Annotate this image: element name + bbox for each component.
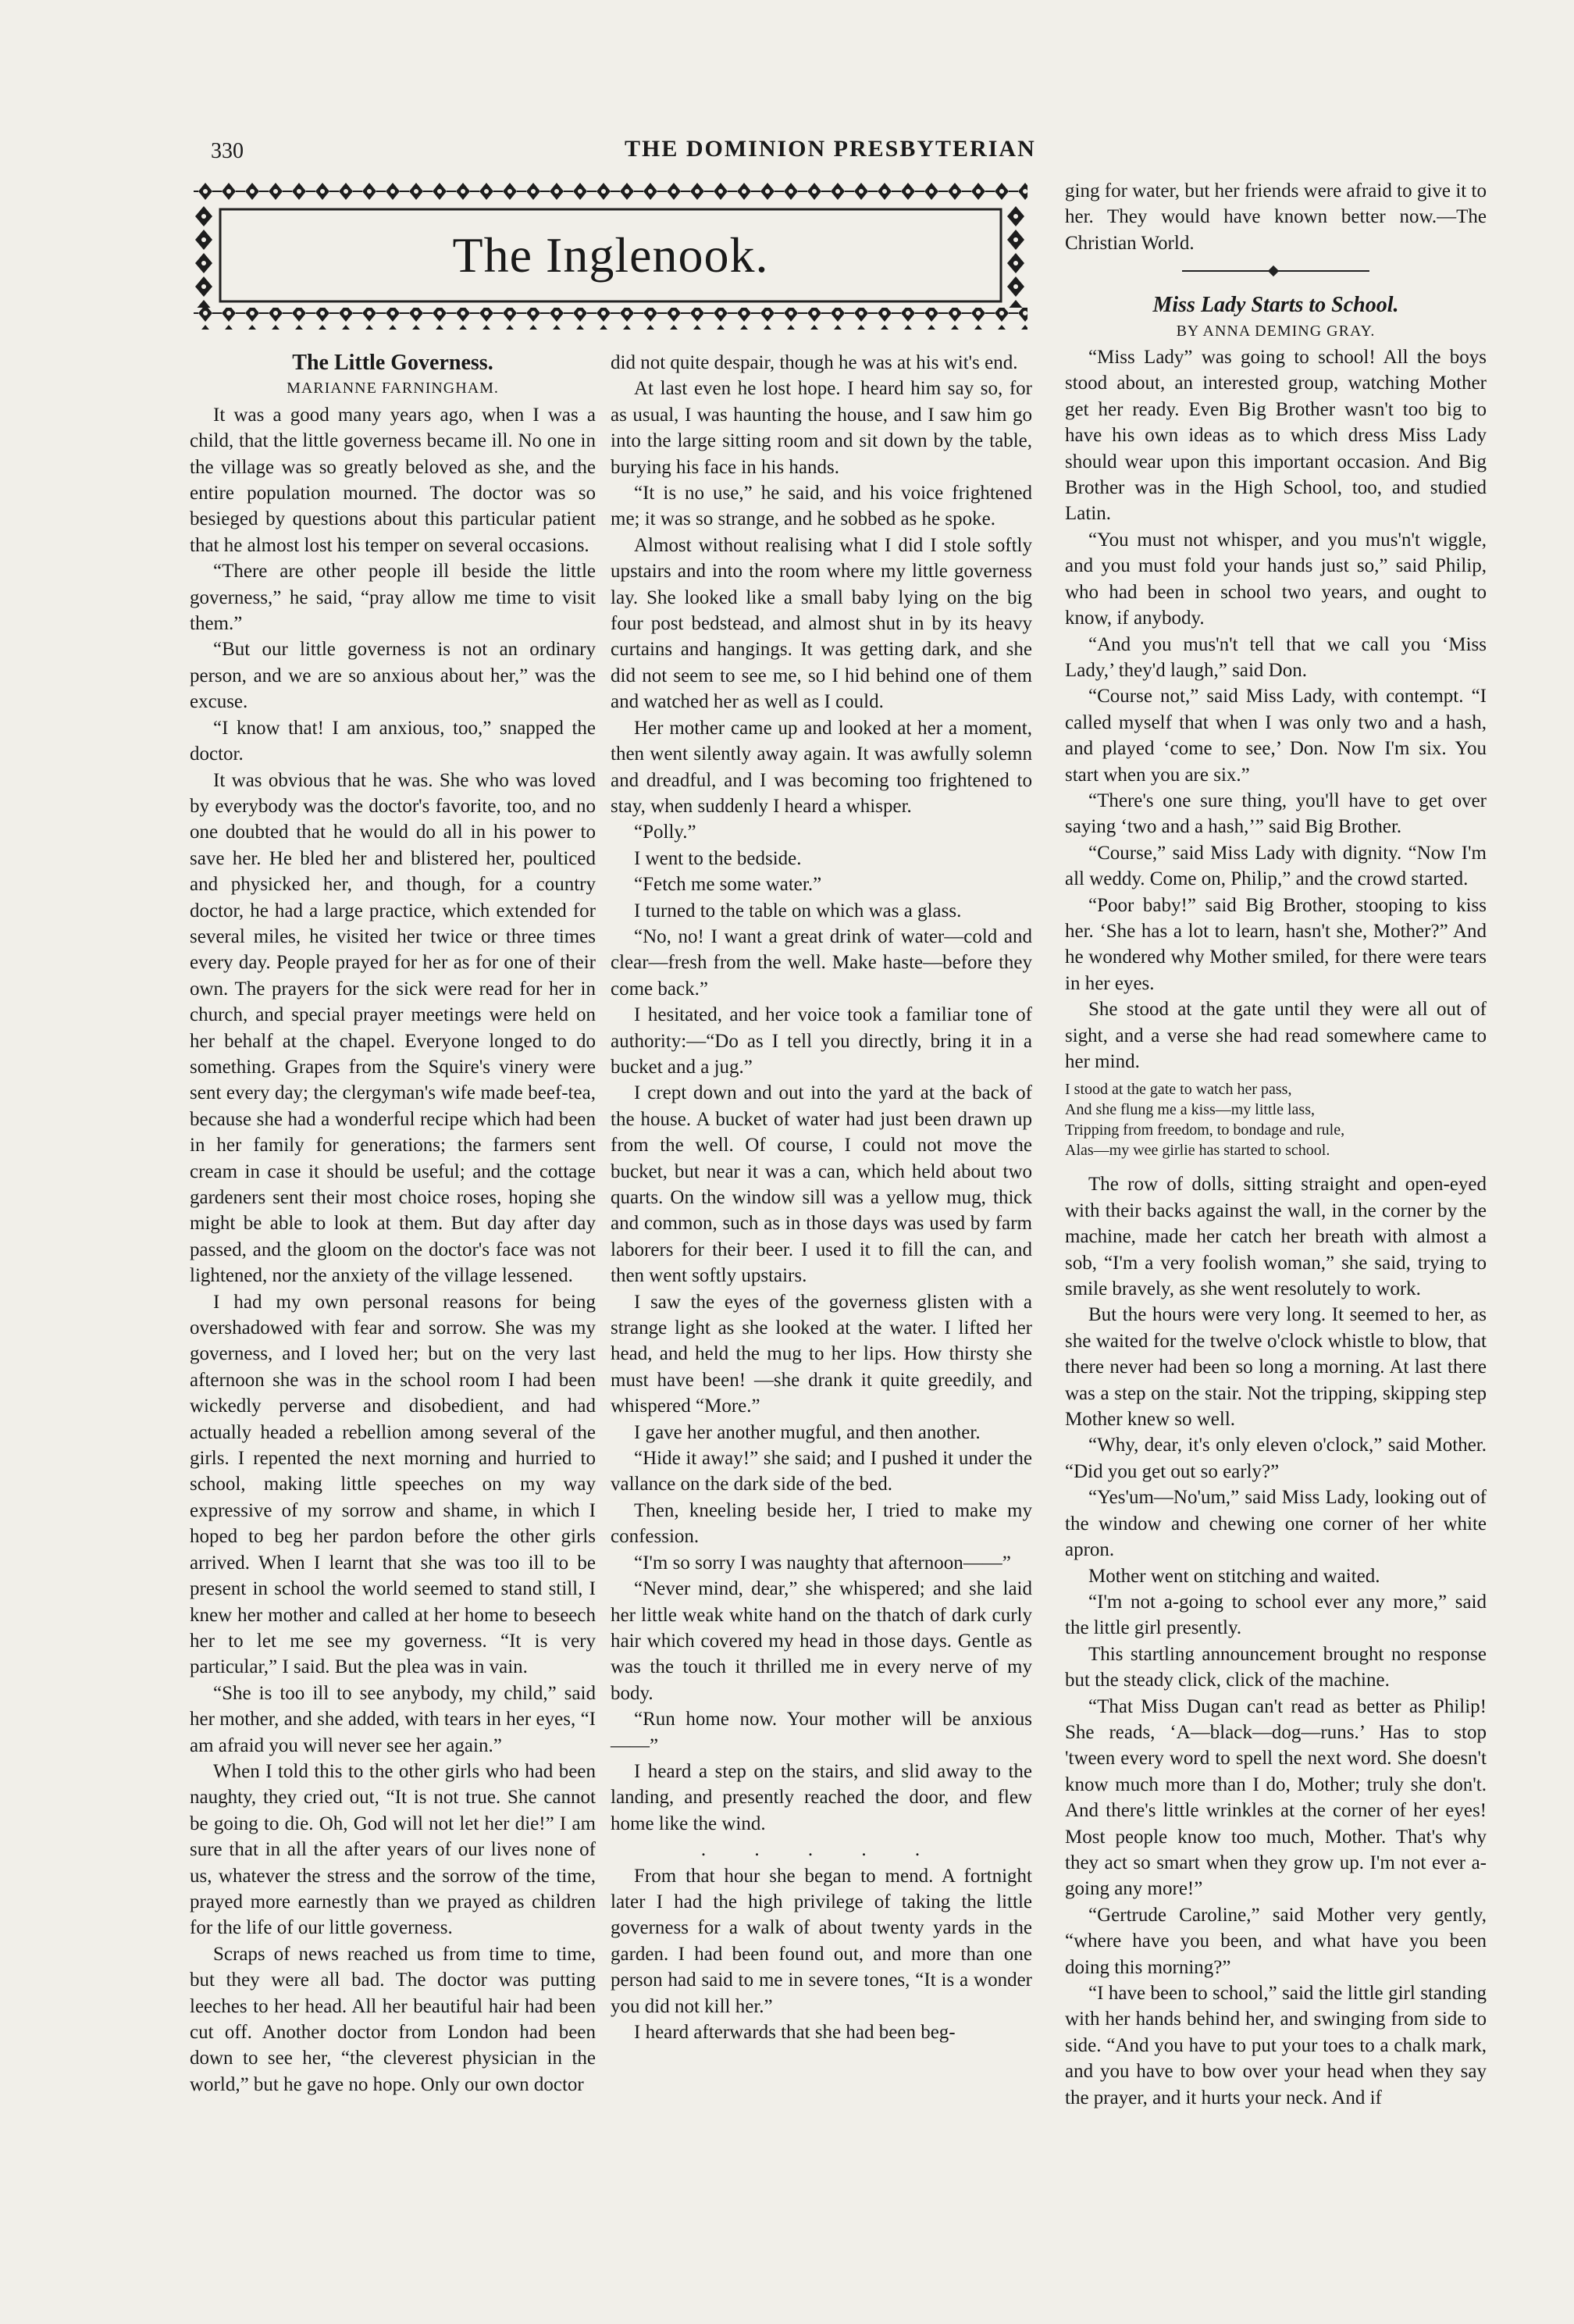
paragraph: I hesitated, and her voice took a familiar tone of authority:—“Do as I tell you directly, bring it in a bucket and a jug.” [611,1004,1032,1078]
paragraph: “I have been to school,” said the little girl standing with her hands behind her, and swinging from side to side. “And you have to put your toes to a chalk mark, and you have to bow over your head when they say the prayer, and it hurts your neck. And if [1065,1983,1487,2108]
verse-line: And she flung me a kiss—my little lass, [1065,1101,1315,1119]
page-number: 330 [211,139,244,163]
paragraph: It was a good many years ago, when I was a child, that the little governess became ill. No one in the village was so greatly beloved as she, and the entire population mourned. The doctor was so besieged by questions about this particular patient that he almost lost his temper on several occasions. [190,404,596,556]
paragraph: ging for water, but her friends were afraid to give it to her. They would have known better now.—The Christian World. [1065,180,1487,254]
paragraph: When I told this to the other girls who had been naughty, they cried out, “It is not true. She cannot be going to die. Oh, God will not let her die!” I am sure that in all the after years of our lives none of us, whatever the stress and the sorrow of the time, prayed more earnestly than we prayed as children for the life of our little governess. [190,1760,596,1939]
paragraph: did not quite despair, though he was at his wit's end. [611,352,1018,373]
paragraph: “Poor baby!” said Big Brother, stooping to kiss her. ‘She has a lot to learn, hasn't she, Mother?” And he wondered why Mother smiled, for there were tears in her eyes. [1065,894,1487,994]
section-break-dots: . . . . . [700,1839,942,1861]
paragraph: “There are other people ill beside the little governess,” he said, “pray allow me time to visit them.” [190,561,596,635]
verse-block [1065,1079,1487,1160]
paragraph: But the hours were very long. It seemed to her, as she waited for the twelve o'clock whistle to blow, that there never had been so long a morning. At last there was a step on the stair. Not the tripping, skipping step Mother knew so well. [1065,1304,1487,1431]
article-title-miss-lady: Miss Lady Starts to School. [1152,293,1399,318]
paragraph: I turned to the table on which was a glass. [634,900,962,921]
byline-gray: BY ANNA DEMING GRAY. [1176,322,1376,340]
paragraph: Then, kneeling beside her, I tried to make my confession. [611,1499,1032,1548]
paragraph: Her mother came up and looked at her a moment, then went silently away again. It was awfully solemn and dreadful, and I was becoming too frightened to stay, when suddenly I heard a whisper. [611,717,1032,817]
paragraph: “Miss Lady” was going to school! All the boys stood about, an interested group, watching Mother get her ready. Even Big Brother wasn't too big to have his own ideas as to which dress Miss Lady should wear upon this important occasion. And Big Brother was in the High School, too, and studied Latin. [1065,347,1487,525]
paragraph: “No, no! I want a great drink of water—cold and clear—fresh from the well. Make haste—before they come back.” [611,925,1032,1000]
paragraph: I heard a step on the stairs, and slid away to the landing, and presently reached the door, and flew home like the wind. [611,1760,1032,1834]
paragraph: “Run home now. Your mother will be anxious——” [611,1709,1032,1756]
paragraph: “It is no use,” he said, and his voice frightened me; it was so strange, and he sobbed as he spoke. [611,483,1032,530]
paragraph: I went to the bedside. [634,847,802,869]
article-separator [1182,270,1369,272]
verse-line: Tripping from freedom, to bondage and rule, [1065,1121,1345,1139]
paragraph: From that hour she began to mend. A fortnight later I had the high privilege of taking the little governess for a walk of about twenty yards in the garden. I had been found out, and more than one person had said to me in severe tones, “It is a wonder you did not kill her.” [611,1865,1032,2017]
paragraph: The row of dolls, sitting straight and open-eyed with their backs against the wall, in the corner by the machine, made her catch her breath with almost a sob, “I'm a very foolish woman,” she said, trying to smile bravely, as she went resolutely to work. [1065,1174,1487,1300]
paragraph: “I know that! I am anxious, too,” snapped the doctor. [190,717,596,765]
paragraph: I saw the eyes of the governess glisten with a strange light as she looked at the water. I lifted her head, and held the mug to her lips. How thirsty she must have been! —she drank it quite greedily, and whispered “More.” [611,1291,1032,1417]
verse-line: Alas—my wee girlie has started to school. [1065,1142,1330,1160]
paragraph: This startling announcement brought no response but the steady click, click of the machine. [1065,1643,1487,1691]
paragraph: “She is too ill to see anybody, my child,” said her mother, and she added, with tears in her eyes, “I am afraid you will never see her again.” [190,1682,596,1756]
paragraph: I heard afterwards that she had been beg- [634,2022,956,2043]
column-2 [611,350,1032,2045]
paragraph: “Why, dear, it's only eleven o'clock,” said Mother. “Did you get out so early?” [1065,1435,1487,1482]
paragraph: Mother went on stitching and waited. [1088,1565,1380,1587]
paragraph: “You must not whisper, and you mus'n't wiggle, and you must fold your hands just so,” said Philip, who had been in school two years, and ought to know, if anybody. [1065,529,1487,629]
paragraph: It was obvious that he was. She who was loved by everybody was the doctor's favorite, too, and no one doubted that he would do all in his power to save her. He bled her and blistered her, poulticed and physicked her, and though, for a country doctor, he had a large practice, which extended for several miles, he visited her twice or three times every day. People prayed for her as for one of their own. The prayers for the sick were read for her in church, and special prayer meetings were held on her behalf at the chapel. Everyone longed to do something. Grapes from the Squire's vinery were sent every day; the clergyman's wife made beef-tea, because she had a wonderful recipe which had been in her family for generations; the farmers sent cream in case it should be useful; and the cottage gardeners sent their most choice roses, hoping she might be able to look at them. But day after day passed, and the gloom on the doctor's face was not lightened, nor the anxiety of the village lessened. [190,769,596,1287]
paragraph: “There's one sure thing, you'll have to get over saying ‘two and a hash,’” said Big Brother. [1065,790,1487,838]
paragraph: “Yes'um—No'um,” said Miss Lady, looking out of the window and chewing one corner of her white apron. [1065,1487,1487,1561]
paragraph: “Course not,” said Miss Lady, with contempt. “I called myself that when I was only two and a hash, and played ‘come to see,’ Don. Now I'm six. You start when you are six.” [1065,686,1487,786]
paragraph: Scraps of news reached us from time to time, but they were all bad. The doctor was putting leeches to her head. All her beautiful hair had been cut off. Another doctor from London had been down to see her, “the cleverest physician in the world,” but he gave no hope. Only our own doctor [190,1943,596,2095]
paragraph: “I'm so sorry I was naughty that afternoon——” [634,1552,1011,1574]
page-header [187,131,1036,170]
paragraph: I gave her another mugful, and then another. [634,1421,981,1443]
paragraph: “Gertrude Caroline,” said Mother very gently, “where have you been, and what have you been doing this morning?” [1065,1904,1487,1978]
section-banner [194,181,1027,330]
paragraph: Almost without realising what I did I stole softly upstairs and into the room where my little governess lay. She looked like a small baby lying on the big four post bedstead, and almost shut in by its heavy curtains and hangings. It was getting dark, and she did not seem to see me, so I hid behind one of them and watched her as well as I could. [611,534,1032,713]
paragraph: She stood at the gate until they were all out of sight, and a verse she had read somewhere came to her mind. [1065,999,1487,1072]
paragraph: “Polly.” [634,822,696,843]
paragraph: At last even he lost hope. I heard him say so, for as usual, I was haunting the house, and I saw him go into the large sitting room and sit down by the table, burying his face in his hands. [611,378,1032,478]
paragraph: “That Miss Dugan can't read as better as Philip! She reads, ‘A—black—dog—runs.’ Has to stop 'tween every word to spell the next word. She doesn't know much more than I do, Mother; truly she don't. And there's little wrinkles at the corner of her eyes! Most people know too much, Mother. That's why they act so smart when they grow up. I'm not ever a-going any more!” [1065,1695,1487,1900]
paragraph: “And you mus'n't tell that we call you ‘Miss Lady,’ they'd laugh,” said Don. [1065,633,1487,681]
paragraph: “I'm not a-going to school ever any more,” said the little girl presently. [1065,1591,1487,1639]
running-title: THE DOMINION PRESBYTERIAN [625,136,1036,162]
byline-farningham: MARIANNE FARNINGHAM. [287,380,499,397]
column-1 [190,350,596,2098]
paragraph: I had my own personal reasons for being overshadowed with fear and sorrow. She was my governess, and I loved her; but on the very last afternoon she was in the school room I had been wickedly perverse and disobedient, and had actually headed a rebellion among several of the girls. I repented the next morning and hurried to school, making little speeches on my way expressive of my sorrow and shame, in which I hoped to beg her pardon before the other girls arrived. When I learnt that she was too ill to be present in school the world seemed to stand still, I knew her mother and called at her home to beseech her to let me see my governess. “It is very particular,” I said. But the plea was in vain. [190,1291,596,1678]
paragraph: “But our little governess is not an ordinary person, and we are so anxious about her,” was the excuse. [190,639,596,713]
verse-line: I stood at the gate to watch her pass, [1065,1081,1292,1099]
column-3 [1065,178,1487,2111]
paragraph: “Never mind, dear,” she whispered; and she laid her little weak white hand on the thatch of dark curly hair which covered my head in those days. Gentle as was the touch it thrilled me in every nerve of my body. [611,1578,1032,1704]
paragraph: I crept down and out into the yard at the back of the house. A bucket of water had just been drawn up from the well. Of course, I could not move the bucket, but near it was a can, which held about two quarts. On the window sill was a yellow mug, thick and common, such as in those days was used by farm laborers for their beer. I used it to fill the can, and then went softly upstairs. [611,1082,1032,1287]
article-title-little-governess: The Little Governess. [292,351,493,375]
section-title: The Inglenook. [452,227,769,283]
paragraph: “Fetch me some water.” [634,874,822,896]
paragraph: “Course,” said Miss Lady with dignity. “Now I'm all weddy. Come on, Philip,” and the crowd started. [1065,842,1487,890]
paragraph: “Hide it away!” she said; and I pushed it under the vallance on the dark side of the bed. [611,1448,1032,1495]
